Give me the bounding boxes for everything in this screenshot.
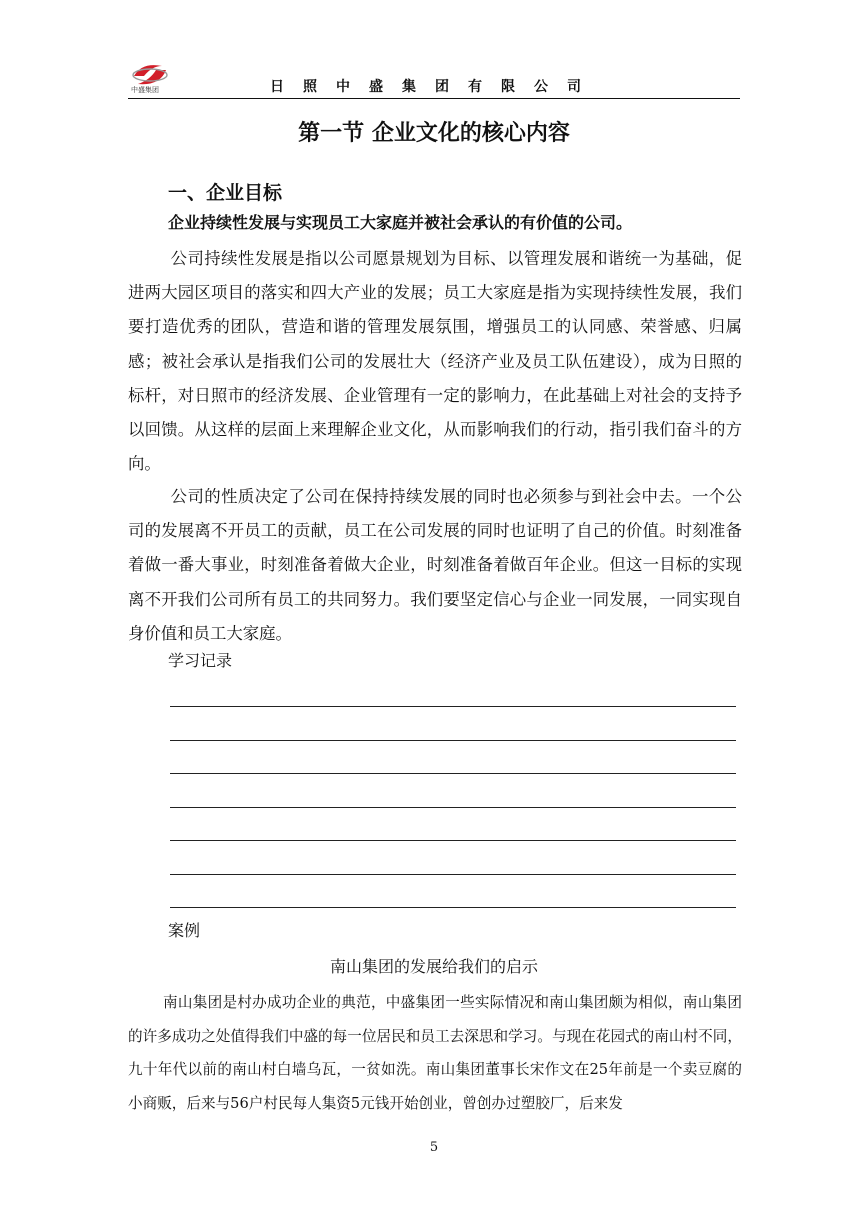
- note-line: [170, 740, 736, 741]
- case-paragraph: 南山集团是村办成功企业的典范，中盛集团一些实际情况和南山集团颇为相似，南山集团的许多成功之处值得我们中盛的每一位居民和员工去深思和学习。与现在花园式的南山村不同，九十年代以前的南山村白墙乌瓦，一贫如洗。南山集团董事长宋作文在25年前是一个卖豆腐的小商贩，后来与56户村民每人集资5元钱开始创业，曾创办过塑胶厂，后来发: [128, 994, 742, 1112]
- section-heading: 一、企业目标: [168, 182, 283, 204]
- page-number: 5: [429, 1140, 439, 1155]
- header-divider: [128, 98, 740, 99]
- note-line: [170, 907, 736, 908]
- case-title: 南山集团的发展给我们的启示: [329, 957, 538, 976]
- body-paragraph-2: 公司的性质决定了公司在保持持续发展的同时也必须参与到社会中去。一个公司的发展离不开员工的贡献，员工在公司发展的同时也证明了自己的价值。时刻准备着做一番大事业，时刻准备着做大企业，时刻准备着做百年企业。但这一目标的实现离不开我们公司所有员工的共同努力。我们要坚定信心与企业一同发展，一同实现自身价值和员工大家庭。: [128, 487, 742, 643]
- case-label: 案例: [168, 921, 201, 940]
- study-notes-label: 学习记录: [168, 651, 233, 670]
- note-line: [170, 773, 736, 774]
- note-line: [170, 874, 736, 875]
- page-title: 第一节 企业文化的核心内容: [298, 121, 570, 146]
- note-line: [170, 807, 736, 808]
- note-line: [170, 840, 736, 841]
- logo-text: 中盛集团: [131, 86, 159, 94]
- goal-statement: 企业持续性发展与实现员工大家庭并被社会承认的有价值的公司。: [168, 213, 633, 232]
- body-paragraph-1: 公司持续性发展是指以公司愿景规划为目标、以管理发展和谐统一为基础，促进两大园区项目的落实和四大产业的发展；员工大家庭是指为实现持续性发展，我们要打造优秀的团队，营造和谐的管理发展氛围，增强员工的认同感、荣誉感、归属感；被社会承认是指我们公司的发展壮大（经济产业及员工队伍建设），成为日照的标杆，对日照市的经济发展、企业管理有一定的影响力，在此基础上对社会的支持予以回馈。从这样的层面上来理解企业文化，从而影响我们的行动，指引我们奋斗的方向。: [128, 249, 742, 474]
- study-notes-lines: [170, 706, 736, 911]
- note-line: [170, 706, 736, 707]
- header-company-name: 日照中盛集团有限公司: [270, 79, 600, 95]
